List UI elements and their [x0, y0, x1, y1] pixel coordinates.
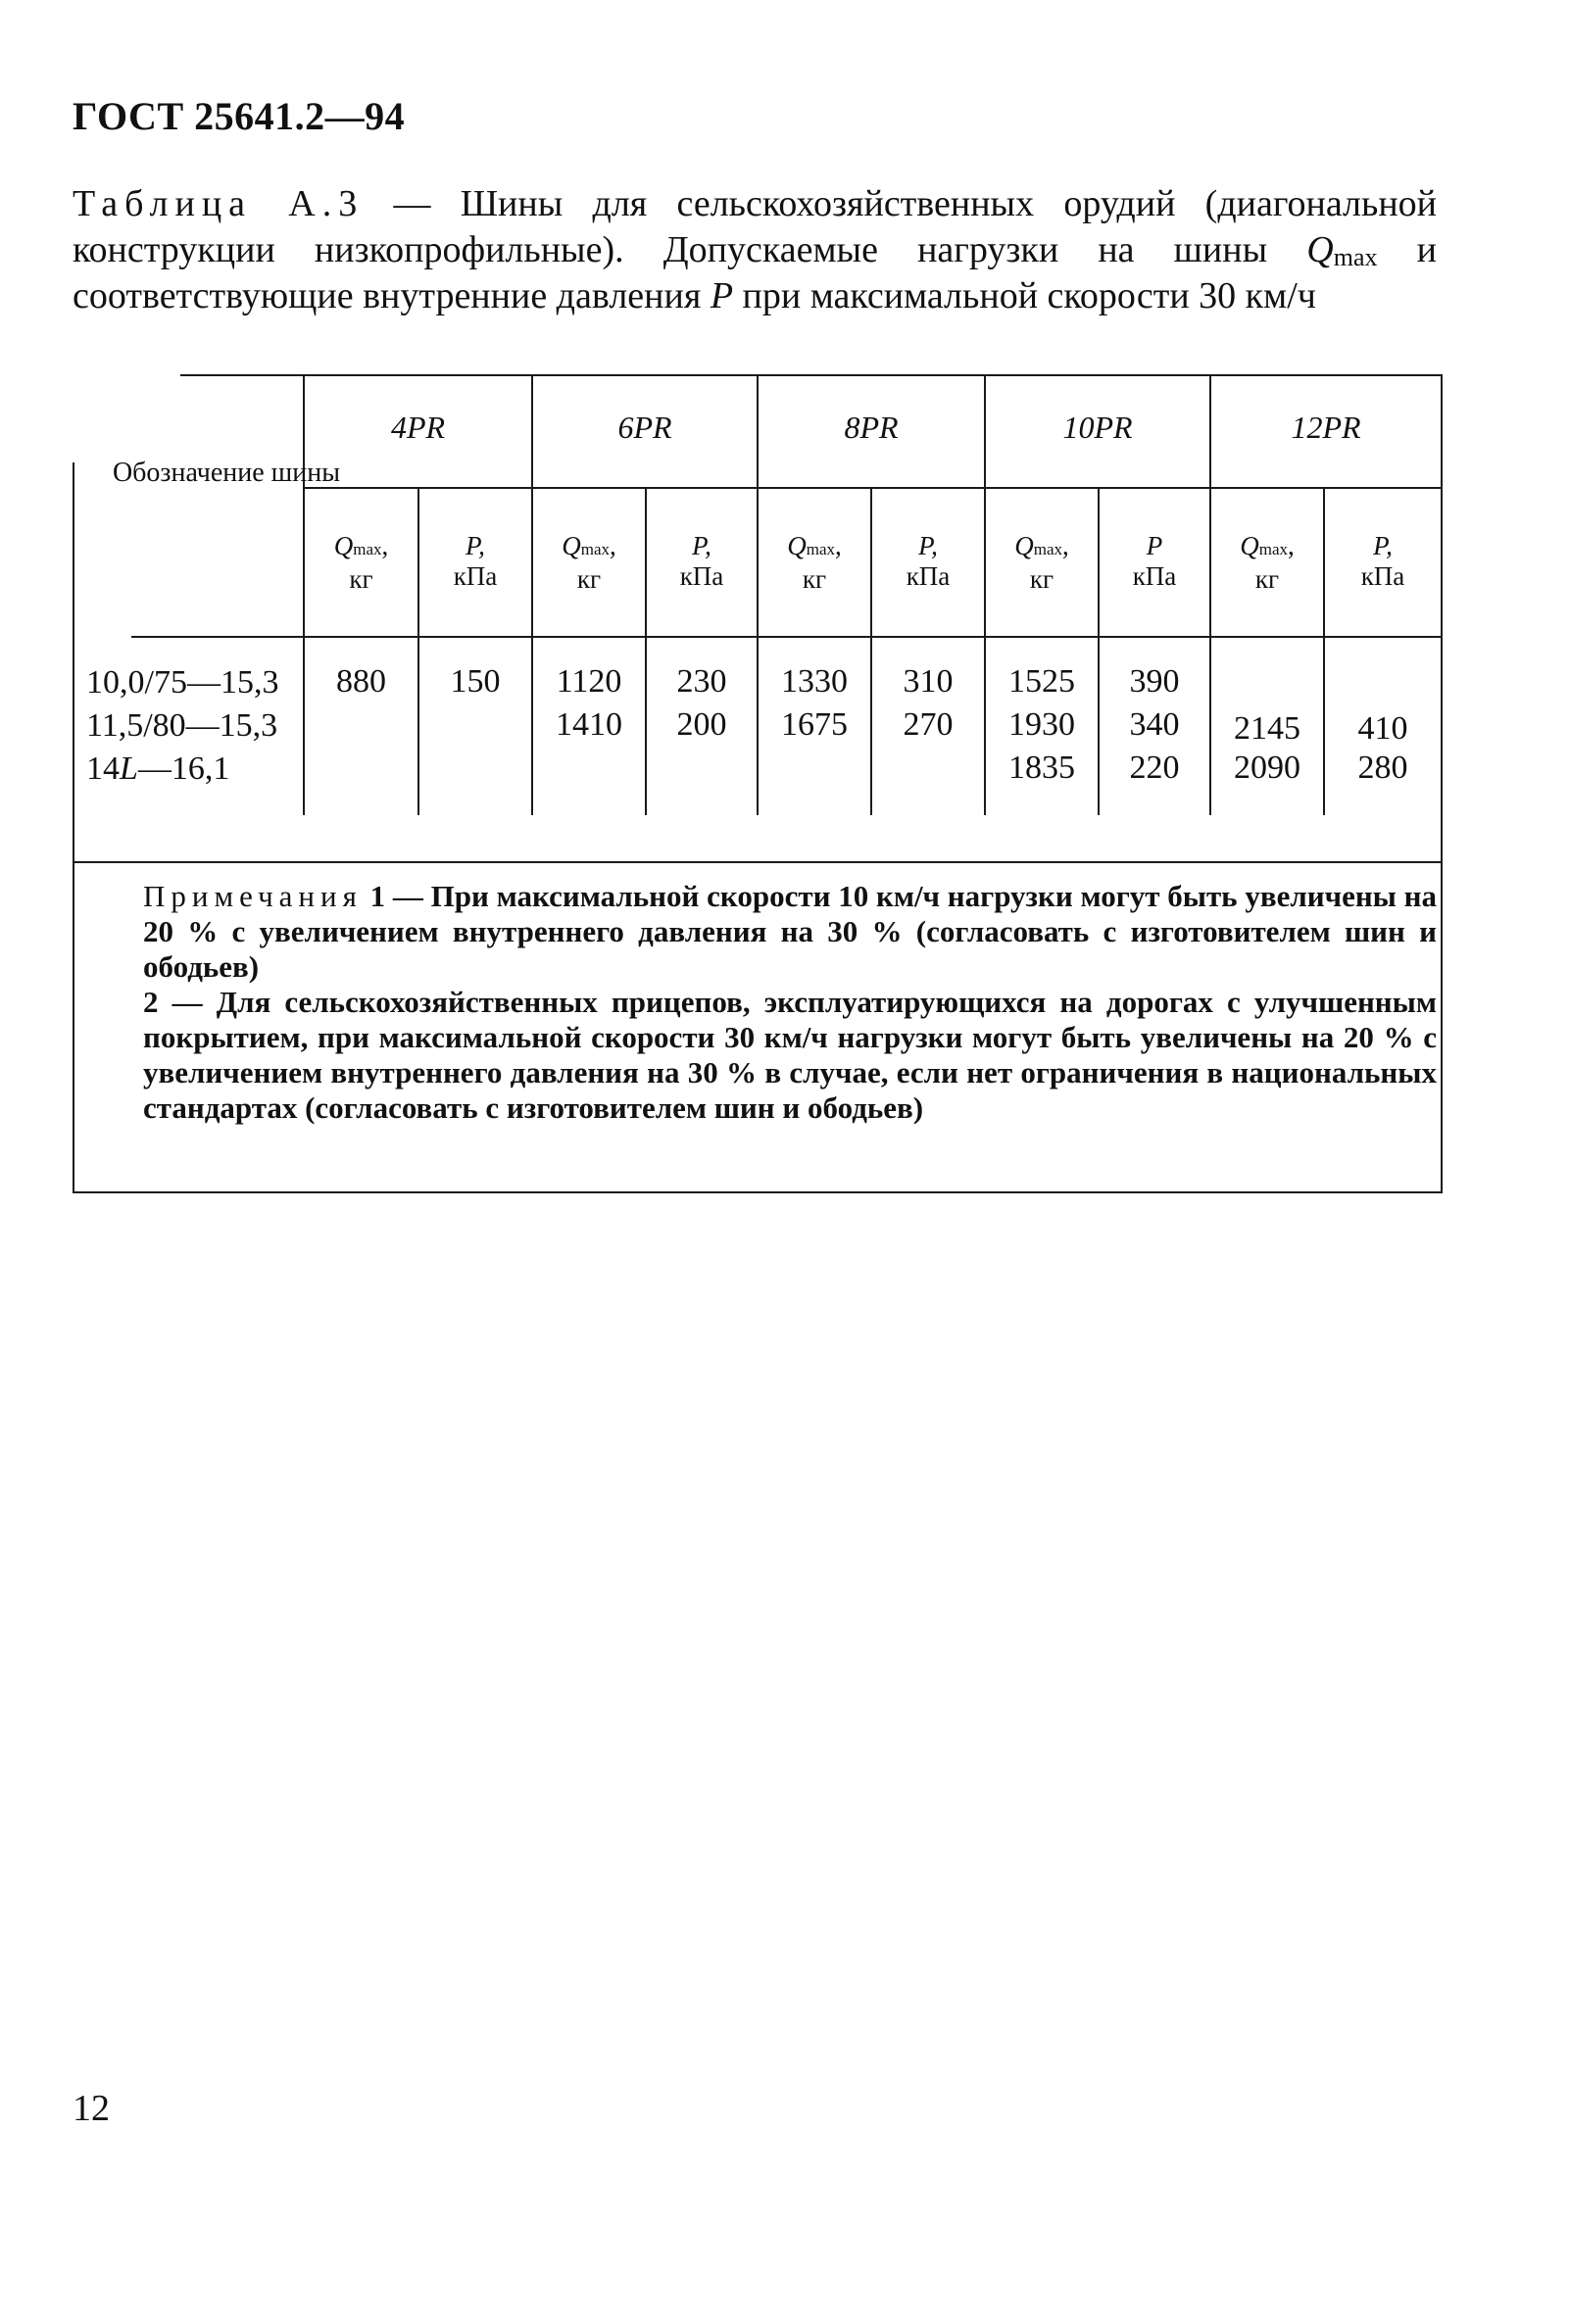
- notes-heading: Примечания: [143, 879, 363, 913]
- table-right-line: [1441, 374, 1443, 1193]
- tire-designation-row-1: 10,0/75—15,3: [86, 664, 279, 701]
- note-1: [80, 879, 1437, 985]
- ply-group-4pr: 4PR: [390, 410, 446, 445]
- q-header-6pr: Qmax, кг: [562, 531, 616, 594]
- caption-text-3: при максимальной скорости 30 км/ч: [733, 275, 1316, 316]
- q-header-4pr: Qmax, кг: [333, 531, 389, 594]
- ply-group-8pr: 8PR: [844, 410, 899, 445]
- q-header-8pr: Qmax, кг: [787, 531, 842, 594]
- ply-group-12pr: 12PR: [1291, 410, 1361, 445]
- table-cell: 220: [1129, 750, 1180, 786]
- table-cell: 1120: [556, 663, 622, 700]
- note-2: 2 — Для сельскохозяйственных прицепов, эксплуатирующихся на дорогах с улучшенным покрытием, при максимальной скорости 30 км/ч нагрузки могут быть увеличены на 20 % с увеличением внутреннего давления на 30 % в случае, если нет ограничения в национальных стандартах (согласовать с изготовителем шин и ободьев): [143, 985, 1437, 1125]
- table-cell: 2145: [1234, 710, 1300, 747]
- table-cell: 310: [903, 663, 954, 700]
- table-cell: 390: [1129, 663, 1180, 700]
- table-cell: 230: [676, 663, 727, 700]
- p-header-6pr: P, кПа: [679, 531, 724, 591]
- caption-q-symbol: Q: [1306, 229, 1334, 270]
- table-notes: [80, 879, 1437, 1126]
- note-1-text: 1 — При максимальной скорости 10 км/ч нагрузки могут быть увеличены на 20 % с увеличением внутреннего давления на 30 % (согласовать с изготовителем шин и ободьев): [143, 879, 1438, 984]
- table-cell: 1930: [1008, 706, 1075, 743]
- tire-designation-row-3: 14L—16,1: [86, 750, 230, 787]
- table-caption: [73, 181, 1437, 319]
- p-header-4pr: P, кПа: [453, 531, 498, 591]
- caption-q-subscript: max: [1333, 243, 1378, 271]
- table-notes-divider: [73, 861, 1443, 863]
- table-cell: 200: [676, 706, 727, 743]
- table-left-line: [73, 462, 74, 1193]
- designation-body-line: [131, 636, 303, 638]
- page-number: 12: [73, 2088, 110, 2129]
- p-header-12pr: P, кПа: [1360, 531, 1405, 591]
- caption-label: Таблица А.3: [73, 183, 365, 224]
- table-cell: 1330: [781, 663, 848, 700]
- table-bottom-line: [73, 1191, 1443, 1193]
- table-cell: 880: [336, 663, 386, 700]
- table-cell: 270: [903, 706, 954, 743]
- table-cell: 340: [1129, 706, 1180, 743]
- tire-load-table: [73, 374, 1443, 1193]
- q-header-12pr: Qmax, кг: [1240, 531, 1295, 594]
- ply-group-6pr: 6PR: [617, 410, 672, 445]
- table-cell: 1525: [1008, 663, 1075, 700]
- table-cell: 280: [1357, 750, 1408, 786]
- designation-header: Обозначение шины: [112, 458, 341, 488]
- tire-designation-row-2: 11,5/80—15,3: [86, 707, 278, 744]
- standard-id: ГОСТ 25641.2—94: [73, 94, 406, 138]
- designation-top-line: [180, 374, 303, 376]
- table-cell: 2090: [1234, 750, 1300, 786]
- table-cell: 1835: [1008, 750, 1075, 786]
- table-cell: 1410: [556, 706, 622, 743]
- q-header-10pr: Qmax, кг: [1014, 531, 1069, 594]
- ply-group-10pr: 10PR: [1062, 410, 1133, 445]
- p-header-8pr: P, кПа: [906, 531, 951, 591]
- caption-p-symbol: P: [710, 275, 734, 316]
- table-body-top-line: [303, 636, 1443, 638]
- p-header-10pr: P кПа: [1132, 531, 1177, 591]
- caption-text-2: и соответствующие внутренние давления: [73, 229, 1437, 316]
- table-cell: 1675: [781, 706, 848, 743]
- table-top-line: [303, 374, 1443, 376]
- table-header-divider: [303, 487, 1443, 489]
- caption-text: — Шины для сельскохозяйственных орудий (диагональной конструкции низкопрофильные). Допускаемые нагрузки на шины: [73, 183, 1438, 270]
- table-cell: 150: [450, 663, 501, 700]
- table-cell: 410: [1357, 710, 1408, 747]
